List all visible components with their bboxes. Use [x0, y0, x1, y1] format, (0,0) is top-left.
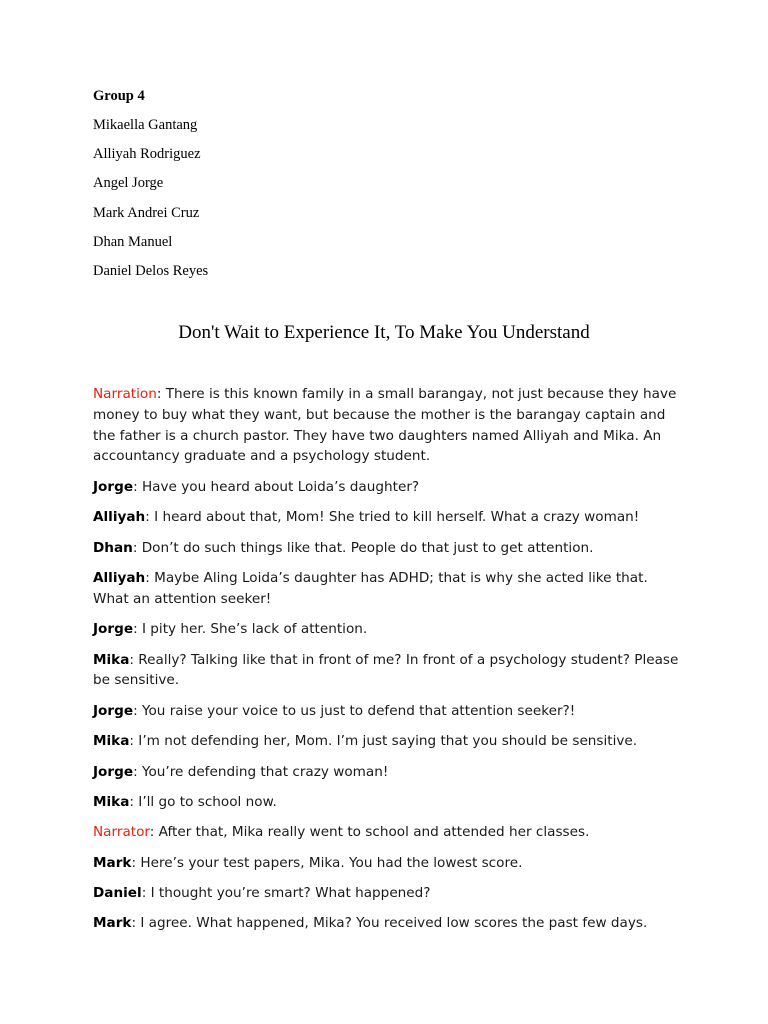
dialogue-line: [93, 477, 683, 498]
group-title: Group 4: [93, 88, 145, 104]
speaker-label: Alliyah: [93, 569, 146, 586]
speaker-label: Dhan: [93, 539, 133, 556]
member-name: Daniel Delos Reyes: [93, 262, 209, 279]
dialogue-line: [93, 701, 683, 722]
member-name: Mark Andrei Cruz: [93, 204, 200, 221]
speaker-label: Jorge: [93, 702, 134, 719]
speaker-label: Mika: [93, 793, 130, 810]
dialogue-text: : Really? Talking like that in front of me? In front of a psychology student? Please be sensitive.: [93, 651, 679, 689]
dialogue-text: : Don’t do such things like that. People do that just to get attention.: [132, 539, 594, 556]
speaker-label: Mika: [93, 651, 130, 668]
dialogue-line: [93, 650, 683, 692]
speaker-label: Narration: [93, 386, 157, 402]
dialogue-line: [93, 507, 683, 528]
dialogue-text: : Have you heard about Loida’s daughter?: [133, 478, 420, 495]
member-name: Mikaella Gantang: [93, 117, 198, 133]
dialogue-line: [93, 762, 683, 783]
dialogue-line: [93, 619, 683, 640]
dialogue-text: : I’m not defending her, Mom. I’m just saying that you should be sensitive.: [129, 733, 638, 750]
member-name: Angel Jorge: [93, 175, 164, 192]
dialogue-line: [93, 913, 683, 934]
member-name: Alliyah Rodriguez: [93, 146, 201, 163]
dialogue-line: [93, 822, 683, 843]
speaker-label: Mark: [93, 854, 132, 871]
group-members-block: [93, 86, 493, 290]
speaker-label: Alliyah: [93, 509, 146, 526]
dialogue-text: : There is this known family in a small barangay, not just because they have money to buy what they want, but because the mother is the barangay captain and the father is a church pastor. They have two daughters named Alliyah and Mika. An accountancy graduate and a psychology student.: [93, 386, 677, 465]
speaker-label: Jorge: [93, 763, 134, 780]
speaker-label: Daniel: [93, 885, 142, 902]
dialogue-line: [93, 731, 683, 752]
dialogue-text: : After that, Mika really went to school and attended her classes.: [149, 824, 590, 841]
dialogue-line: [93, 538, 683, 559]
speaker-label: Narrator: [93, 824, 150, 841]
dialogue-text: : I thought you’re smart? What happened?: [141, 885, 431, 902]
speaker-label: Mika: [93, 733, 130, 750]
dialogue-line: [93, 792, 683, 813]
speaker-label: Jorge: [93, 478, 134, 495]
dialogue-line: [93, 853, 683, 874]
member-name: Dhan Manuel: [93, 233, 173, 250]
speaker-label: Mark: [93, 915, 132, 932]
dialogue-line: [93, 568, 683, 610]
dialogue-line: [93, 384, 683, 467]
dialogue-text: : Maybe Aling Loida’s daughter has ADHD; that is why she acted like that. What an attention seeker!: [93, 569, 648, 607]
dialogue-text: : I pity her. She’s lack of attention.: [133, 621, 368, 638]
dialogue-text: : I agree. What happened, Mika? You received low scores the past few days.: [131, 915, 648, 932]
dialogue-text: : Here’s your test papers, Mika. You had the lowest score.: [131, 854, 523, 871]
dialogue-text: : You’re defending that crazy woman!: [133, 763, 389, 780]
document-title: Don't Wait to Experience It, To Make You Understand: [178, 322, 590, 343]
dialogue-text: : You raise your voice to us just to defend that attention seeker?!: [133, 702, 576, 719]
dialogue-text: : I heard about that, Mom! She tried to kill herself. What a crazy woman!: [145, 509, 640, 526]
speaker-label: Jorge: [93, 621, 134, 638]
dialogue-text: : I’ll go to school now.: [129, 793, 277, 810]
script-body: [93, 384, 683, 944]
dialogue-line: [93, 883, 683, 904]
